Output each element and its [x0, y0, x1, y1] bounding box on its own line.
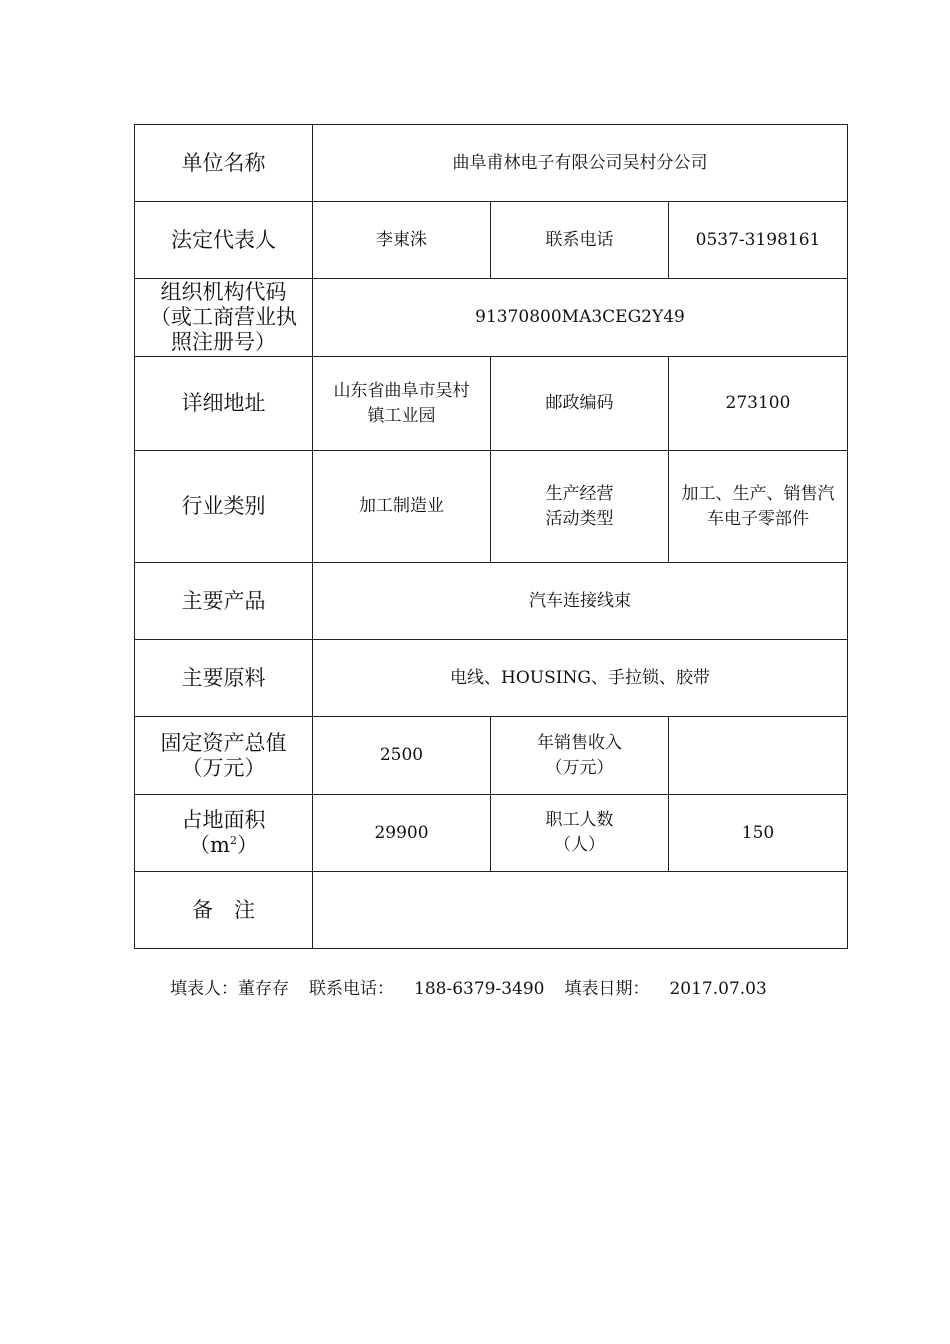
annual-sales-value [669, 717, 848, 795]
form-footer [170, 974, 767, 999]
area-label [135, 795, 313, 872]
row-address [135, 357, 848, 451]
area-value: 29900 [313, 795, 491, 872]
row-industry [135, 451, 848, 563]
activity-line2: 车电子零部件 [707, 508, 809, 529]
activity-label-line1: 生产经营 [545, 483, 614, 504]
org-code-label [135, 279, 313, 357]
phone-value: 0537-3198161 [669, 202, 848, 279]
unit-name-value: 曲阜甫林电子有限公司吴村分公司 [313, 125, 848, 202]
industry-value: 加工制造业 [313, 451, 491, 563]
contact-label: 联系电话： [309, 979, 394, 999]
legal-rep-value: 李東洙 [313, 202, 491, 279]
legal-rep-label: 法定代表人 [135, 202, 313, 279]
activity-label-line2: 活动类型 [545, 508, 614, 529]
date-value: 2017.07.03 [669, 979, 767, 999]
row-unit-name [135, 125, 848, 202]
contact-value: 188-6379-3490 [414, 979, 545, 999]
activity-value [669, 451, 848, 563]
area-unit-prefix: （m [189, 833, 230, 857]
materials-value: 电线、HOUSING、手拉锁、胶带 [313, 640, 848, 717]
area-label-line1: 占地面积 [181, 808, 266, 832]
area-unit-suffix: ） [236, 833, 258, 857]
postcode-label: 邮政编码 [491, 357, 669, 451]
activity-label [491, 451, 669, 563]
org-code-label-line2: （或工商营业执 [150, 305, 297, 329]
annual-sales-label-line1: 年销售收入 [537, 732, 622, 753]
annual-sales-label [491, 717, 669, 795]
unit-name-label: 单位名称 [135, 125, 313, 202]
org-code-label-line3: 照注册号） [171, 330, 276, 354]
area-unit-sup: 2 [229, 834, 237, 847]
address-line2: 镇工业园 [367, 405, 436, 426]
row-org-code [135, 279, 848, 357]
row-materials [135, 640, 848, 717]
row-legal-rep [135, 202, 848, 279]
remarks-value [313, 872, 848, 949]
fixed-assets-label-line2: （万元） [181, 755, 266, 780]
materials-label: 主要原料 [135, 640, 313, 717]
phone-label: 联系电话 [491, 202, 669, 279]
employees-value: 150 [669, 795, 848, 872]
employees-label [491, 795, 669, 872]
industry-label: 行业类别 [135, 451, 313, 563]
enterprise-info-table [134, 124, 848, 949]
address-value [313, 357, 491, 451]
org-code-value: 91370800MA3CEG2Y49 [313, 279, 848, 357]
products-label: 主要产品 [135, 563, 313, 640]
org-code-label-line1: 组织机构代码 [160, 280, 287, 304]
fixed-assets-label-line1: 固定资产总值 [160, 730, 287, 755]
fixed-assets-label [135, 717, 313, 795]
annual-sales-label-line2: （万元） [545, 757, 614, 778]
row-products [135, 563, 848, 640]
products-value: 汽车连接线束 [313, 563, 848, 640]
row-fixed-assets [135, 717, 848, 795]
filler-label: 填表人：董存存 [170, 979, 289, 999]
row-remarks [135, 872, 848, 949]
employees-label-line1: 职工人数 [545, 810, 614, 830]
address-line1: 山东省曲阜市吴村 [333, 380, 470, 401]
fixed-assets-value: 2500 [313, 717, 491, 795]
address-label: 详细地址 [135, 357, 313, 451]
postcode-value: 273100 [669, 357, 848, 451]
date-label: 填表日期： [564, 979, 650, 999]
remarks-label: 备 注 [135, 872, 313, 949]
activity-line1: 加工、生产、销售汽 [681, 483, 835, 504]
row-area [135, 795, 848, 872]
employees-label-line2: （人） [554, 835, 605, 855]
area-unit [139, 833, 308, 858]
